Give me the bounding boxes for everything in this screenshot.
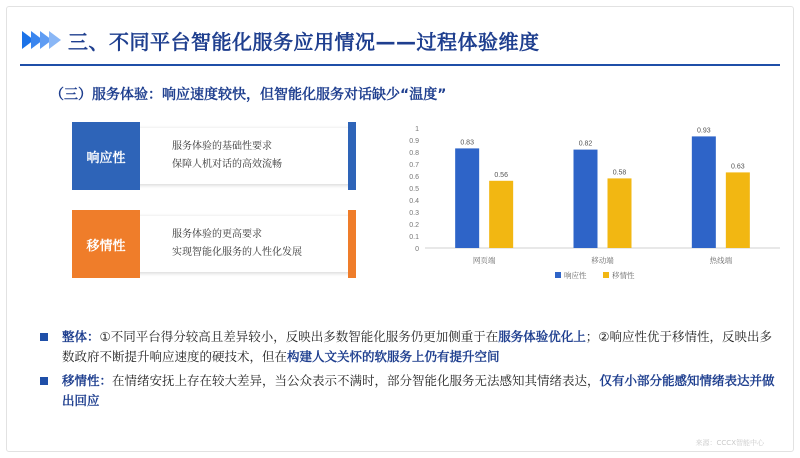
legend-label: 响应性 [564, 271, 587, 280]
bullet-overall: 整体：①不同平台得分较高且差异较小，反映出多数智能化服务仍更加侧重于在服务体验优化上；②响应性优于移情性，反映出多数政府不断提升响应速度的硬技术，但在构建人文关怀的软服务上仍有提升空间 [40, 327, 775, 367]
bullet-square-icon [40, 333, 48, 341]
slide-header [22, 24, 540, 56]
legend-swatch [603, 272, 609, 278]
bar-移情性-热线端 [726, 172, 750, 248]
bar-响应性-热线端 [692, 136, 716, 248]
y-tick-label: 0.2 [409, 222, 419, 229]
summary-bullets [40, 327, 775, 415]
bar-chart [395, 112, 785, 292]
responsiveness-description [172, 138, 282, 174]
card-line: 实现智能化服务的人性化发展 [172, 247, 302, 258]
slide-title: 三、不同平台智能化服务应用情况——过程体验维度 [68, 29, 540, 54]
x-tick-label: 热线端 [709, 256, 733, 265]
card-line: 保障人机对话的高效流畅 [172, 159, 282, 170]
y-tick-label: 0.7 [409, 162, 419, 169]
responsiveness-card [80, 128, 352, 184]
watermark-text: 来源：CCCX智能中心 [695, 439, 764, 447]
y-tick-label: 0.1 [409, 234, 419, 241]
bullet-empathy: 移情性：在情绪安抚上存在较大差异，当公众表示不满时，部分智能化服务无法感知其情绪表达，仅有小部分能感知情绪表达并做出回应 [40, 371, 775, 411]
y-tick-label: 0.5 [409, 186, 419, 193]
data-label: 0.56 [494, 171, 508, 179]
data-label: 0.82 [578, 140, 593, 148]
bullet-square-icon [40, 377, 48, 385]
y-tick-label: 0.4 [409, 198, 419, 205]
y-tick-label: 0.6 [409, 174, 419, 181]
section-subtitle: （三）服务体验：响应速度较快，但智能化服务对话缺少“温度” [50, 87, 447, 103]
legend-swatch [555, 272, 561, 278]
y-tick-label: 0.9 [409, 138, 419, 145]
empathy-card [80, 216, 352, 272]
data-label: 0.83 [460, 139, 474, 147]
y-tick-label: 0.8 [409, 150, 419, 157]
empathy-description [172, 226, 302, 262]
data-label: 0.93 [697, 127, 711, 135]
bar-响应性-移动端 [574, 150, 598, 248]
card-line: 服务体验的基础性要求 [172, 141, 272, 152]
x-tick-label: 网页端 [472, 256, 496, 265]
data-label: 0.63 [731, 163, 745, 171]
y-tick-label: 0.3 [409, 210, 419, 217]
bar-响应性-网页端 [455, 148, 479, 248]
bar-移情性-移动端 [608, 178, 632, 248]
title-divider [20, 64, 780, 66]
card-endcap [348, 210, 356, 278]
legend-label: 移情性 [612, 271, 635, 280]
data-label: 0.58 [612, 169, 627, 177]
responsiveness-tag: 响应性 [72, 122, 140, 190]
x-tick-label: 移动端 [591, 256, 614, 265]
empathy-tag: 移情性 [72, 210, 140, 278]
chevron-arrows-icon [22, 31, 58, 49]
card-endcap [348, 122, 356, 190]
bar-移情性-网页端 [489, 181, 513, 248]
y-tick-label: 1 [415, 126, 419, 133]
card-line: 服务体验的更高要求 [172, 229, 262, 240]
y-tick-label: 0 [415, 246, 419, 253]
